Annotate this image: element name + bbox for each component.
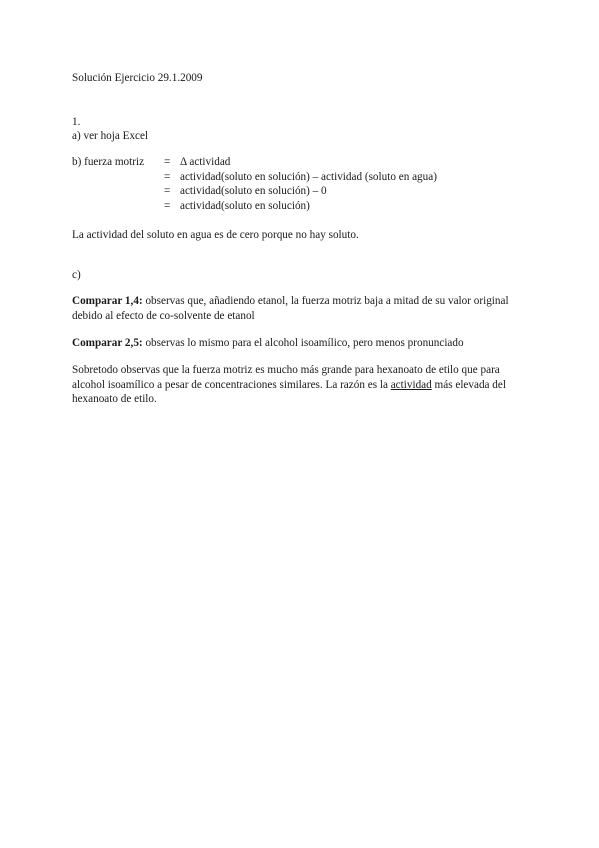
equation-row bbox=[164, 184, 327, 198]
equals-sign: = bbox=[164, 170, 171, 183]
compare-1-heading: Comparar 1,4: bbox=[72, 295, 143, 307]
equation-text: actividad(soluto en solución) – actividad (soluto en agua) bbox=[180, 170, 437, 183]
conclusion-paragraph bbox=[72, 363, 532, 407]
equation-row bbox=[164, 199, 310, 213]
activity-note: La actividad del soluto en agua es de cero porque no hay soluto. bbox=[72, 229, 359, 241]
part-c-label: c) bbox=[72, 269, 81, 281]
section-number: 1. bbox=[72, 116, 81, 128]
equals-sign: = bbox=[164, 199, 171, 212]
conclusion-text-end: más elevada del hexanoato de etilo. bbox=[72, 378, 506, 405]
equals-sign: = bbox=[164, 156, 171, 168]
equals-sign: = bbox=[164, 185, 171, 197]
equation-text: actividad(soluto en solución) – 0 bbox=[180, 185, 327, 197]
equation-row bbox=[164, 155, 230, 169]
equation-text: actividad(soluto en solución) bbox=[180, 199, 310, 212]
compare-2-heading: Comparar 2,5: bbox=[72, 337, 143, 349]
compare-2-paragraph bbox=[72, 336, 532, 351]
activity-underlined: actividad bbox=[390, 378, 432, 391]
equation-text: Δ actividad bbox=[180, 156, 231, 168]
equation-row bbox=[164, 170, 437, 184]
compare-1-paragraph bbox=[72, 294, 532, 323]
document-title: Solución Ejercicio 29.1.2009 bbox=[72, 72, 203, 84]
compare-2-text: observas lo mismo para el alcohol isoamílico, pero menos pronunciado bbox=[142, 337, 464, 349]
part-b-label: b) fuerza motriz bbox=[72, 156, 145, 168]
part-a-text: a) ver hoja Excel bbox=[72, 130, 149, 142]
compare-1-text: observas que, añadiendo etanol, la fuerza motriz baja a mitad de su valor original debido al efecto de co-solvente de etanol bbox=[72, 295, 509, 322]
conclusion-text: Sobretodo observas que la fuerza motriz es mucho más grande para hexanoato de etilo que para alcohol isoamílico a pesar de concentraciones similares. La razón es la bbox=[72, 364, 500, 391]
